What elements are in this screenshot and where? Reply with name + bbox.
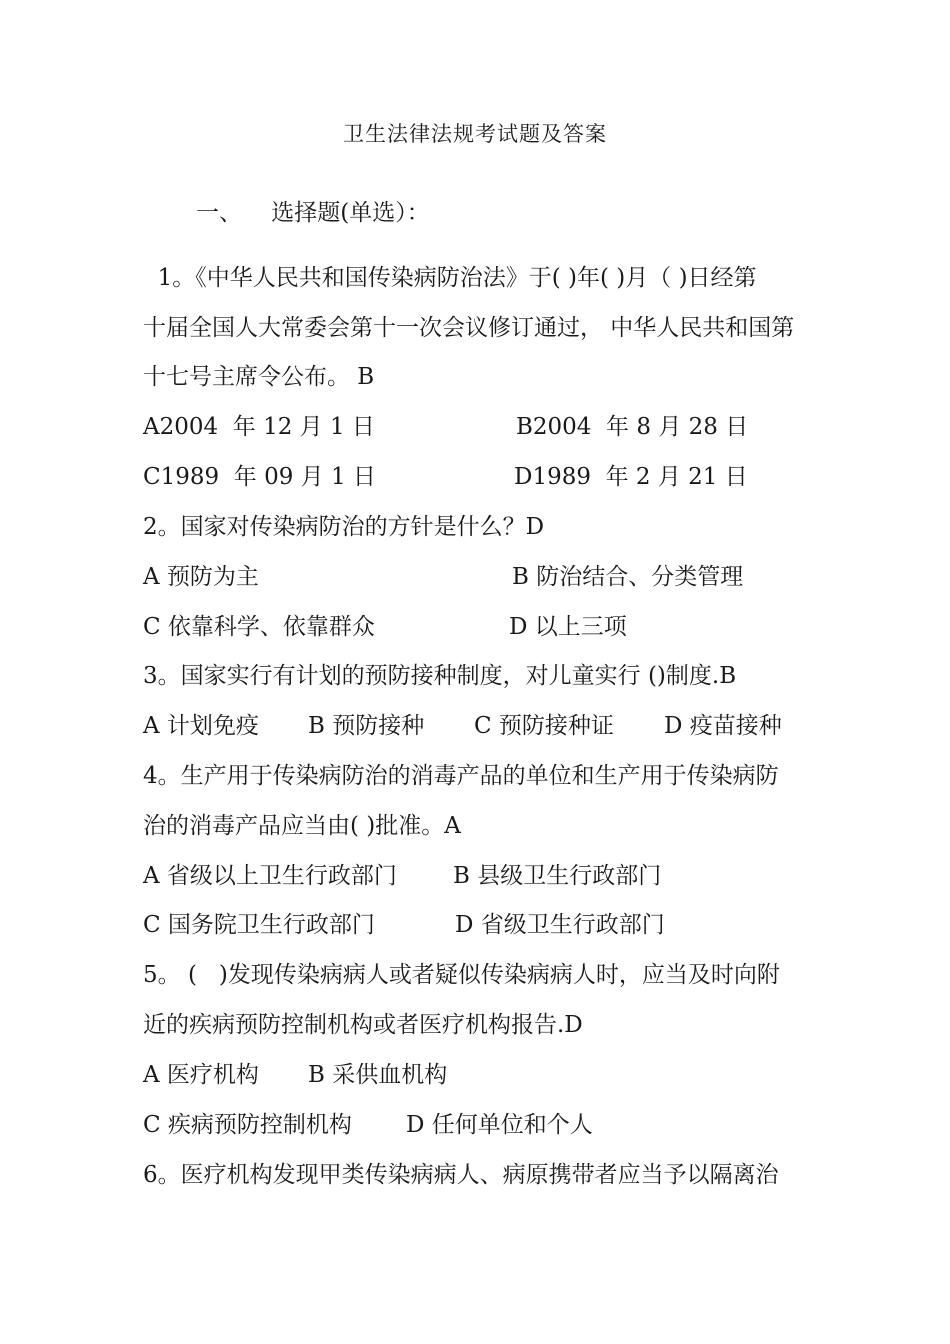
q2-option-b: B 防治结合、分类管理 — [512, 564, 744, 590]
q1-option-b: B2004 年 8 月 28 日 — [516, 414, 749, 440]
q5-option-d: D 任何单位和个人 — [406, 1112, 593, 1138]
q2-option-c: C 依靠科学、依靠群众 — [143, 614, 375, 640]
q4-option-c: C 国务院卫生行政部门 — [143, 912, 375, 938]
q3-option-d: D 疫苗接种 — [664, 713, 782, 739]
q5-option-a: A 医疗机构 — [143, 1062, 259, 1088]
section-heading: 一、 选择题(单选）： — [196, 200, 430, 226]
q5-line-2: 近的疾病预防控制机构或者医疗机构报告.D — [143, 1012, 583, 1038]
q3-option-b: B 预防接种 — [308, 713, 425, 739]
q4-line-2: 治的消毒产品应当由( )批准。A — [143, 813, 461, 839]
q2-option-d: D 以上三项 — [509, 614, 627, 640]
q2-option-a: A 预防为主 — [143, 564, 259, 590]
q5-option-b: B 采供血机构 — [308, 1062, 448, 1088]
q4-option-b: B 县级卫生行政部门 — [453, 863, 662, 889]
q6-line-1: 6。医疗机构发现甲类传染病病人、病原携带者应当予以隔离治 — [143, 1162, 779, 1188]
q1-line-2: 十届全国人大常委会第十一次会议修订通过， 中华人民共和国第 — [143, 315, 795, 341]
q1-line-1: 1。《中华人民共和国传染病防治法》于( )年( )月（ )日经第 — [143, 265, 757, 291]
q1-line-3: 十七号主席令公布。 B — [143, 364, 375, 390]
q1-option-c: C1989 年 09 月 1 日 — [143, 464, 376, 490]
q2-line-1: 2。国家对传染病防治的方针是什么？D — [143, 514, 545, 540]
q5-line-1: 5。 ( )发现传染病病人或者疑似传染病病人时，应当及时向附 — [143, 962, 780, 988]
q4-option-a: A 省级以上卫生行政部门 — [143, 863, 397, 889]
q1-option-d: D1989 年 2 月 21 日 — [514, 464, 748, 490]
page-title: 卫生法律法规考试题及答案 — [343, 122, 607, 146]
q1-option-a: A2004 年 12 月 1 日 — [143, 414, 375, 440]
q4-line-1: 4。生产用于传染病防治的消毒产品的单位和生产用于传染病防 — [143, 763, 779, 789]
q3-line-1: 3。国家实行有计划的预防接种制度，对儿童实行 ()制度.B — [143, 663, 737, 689]
q4-option-d: D 省级卫生行政部门 — [455, 912, 665, 938]
q3-option-a: A 计划免疫 — [143, 713, 259, 739]
q3-option-c: C 预防接种证 — [474, 713, 614, 739]
q5-option-c: C 疾病预防控制机构 — [143, 1112, 352, 1138]
